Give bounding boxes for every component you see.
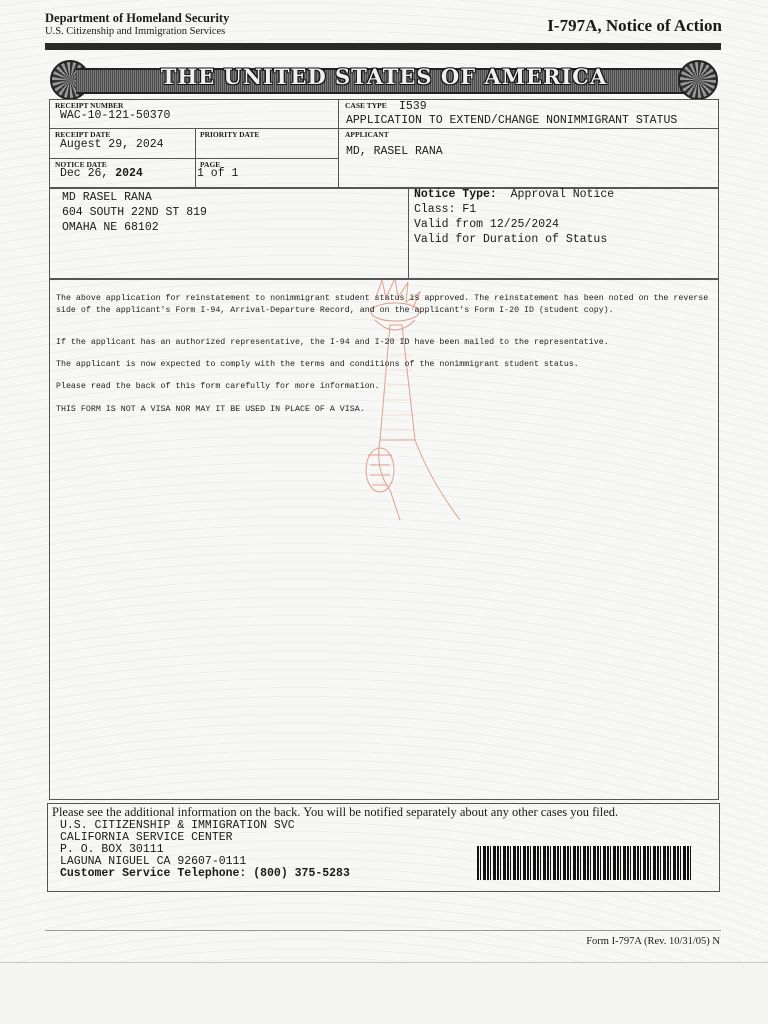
notice-class: Class: F1	[414, 203, 477, 216]
body-paragraph: If the applicant has an authorized representative, the I-94 and I-20 ID have been mailed to the representative.	[56, 338, 609, 347]
bottom-rule	[45, 930, 721, 931]
applicant-label: APPLICANT	[345, 130, 389, 139]
banner	[50, 60, 718, 98]
customer-service-phone: Customer Service Telephone: (800) 375-5283	[60, 867, 350, 880]
footer-box	[47, 803, 720, 892]
receipt-date-value: Augest 29, 2024	[60, 138, 164, 151]
office-line: U.S. CITIZENSHIP & IMMIGRATION SVC	[60, 819, 295, 832]
case-type-value: I539	[399, 100, 427, 113]
priority-date-label: PRIORITY DATE	[200, 130, 260, 139]
address-line: 604 SOUTH 22ND ST 819	[62, 206, 207, 219]
case-description: APPLICATION TO EXTEND/CHANGE NONIMMIGRANT STATUS	[346, 114, 678, 127]
agency-header	[45, 12, 229, 38]
office-line: LAGUNA NIGUEL CA 92607-0111	[60, 855, 247, 868]
footer-note: Please see the additional information on the back. You will be notified separately about any other cases you filed.	[52, 805, 619, 819]
notice-date-text: Dec 26,	[60, 167, 116, 180]
page-label: PAGE	[200, 160, 221, 169]
grid-divider	[195, 128, 196, 188]
receipt-number-label: RECEIPT NUMBER	[55, 101, 124, 110]
sub-agency-name: U.S. Citizenship and Immigration Services	[45, 26, 226, 37]
applicant-value: MD, RASEL RANA	[346, 145, 443, 158]
banner-text: THE UNITED STATES OF AMERICA	[160, 64, 608, 89]
notice-date-label: NOTICE DATE	[55, 160, 107, 169]
notice-date-year: 2024	[115, 167, 143, 180]
grid-divider	[49, 158, 339, 159]
mailing-address	[62, 190, 207, 235]
grid-divider	[408, 187, 409, 279]
notice-valid-duration: Valid for Duration of Status	[414, 233, 608, 246]
notice-type-label: Notice Type:	[414, 188, 497, 201]
body-paragraph: The above application for reinstatement to nonimmigrant student status is approved. The reinstatement has been noted on the reverse side of the applicant's Form I-94, Arrival-Departure Record, and on the applicant's Form I-20 ID (student copy).	[56, 294, 709, 315]
office-address	[60, 820, 350, 880]
form-revision: Form I-797A (Rev. 10/31/05) N	[586, 936, 720, 947]
case-type-label: CASE TYPE	[345, 101, 387, 110]
rosette-right-icon	[678, 60, 718, 100]
office-line: CALIFORNIA SERVICE CENTER	[60, 831, 233, 844]
address-line: OMAHA NE 68102	[62, 221, 159, 234]
grid-divider	[49, 128, 718, 129]
agency-name: Department of Homeland Security	[45, 11, 230, 25]
notice-type-value: Approval Notice	[510, 188, 615, 201]
receipt-number-value: WAC-10-121-50370	[60, 109, 171, 122]
header-rule	[45, 43, 721, 50]
form-title: I-797A, Notice of Action	[547, 16, 722, 35]
receipt-date-label: RECEIPT DATE	[55, 130, 111, 139]
notice-date-value	[60, 167, 143, 180]
page-value: 1 of 1	[197, 167, 239, 180]
grid-divider	[338, 99, 339, 188]
notice-valid-from: Valid from 12/25/2024	[414, 218, 559, 231]
barcode-icon	[477, 846, 693, 880]
body-paragraph: The applicant is now expected to comply with the terms and conditions of the nonimmigrant student status.	[56, 360, 579, 369]
notice-details	[414, 187, 614, 247]
body-paragraph: Please read the back of this form carefully for more information.	[56, 382, 380, 391]
notice-type-row	[414, 187, 614, 202]
visa-disclaimer: THIS FORM IS NOT A VISA NOR MAY IT BE USED IN PLACE OF A VISA.	[56, 405, 365, 414]
office-line: P. O. BOX 30111	[60, 843, 164, 856]
address-line: MD RASEL RANA	[62, 191, 152, 204]
